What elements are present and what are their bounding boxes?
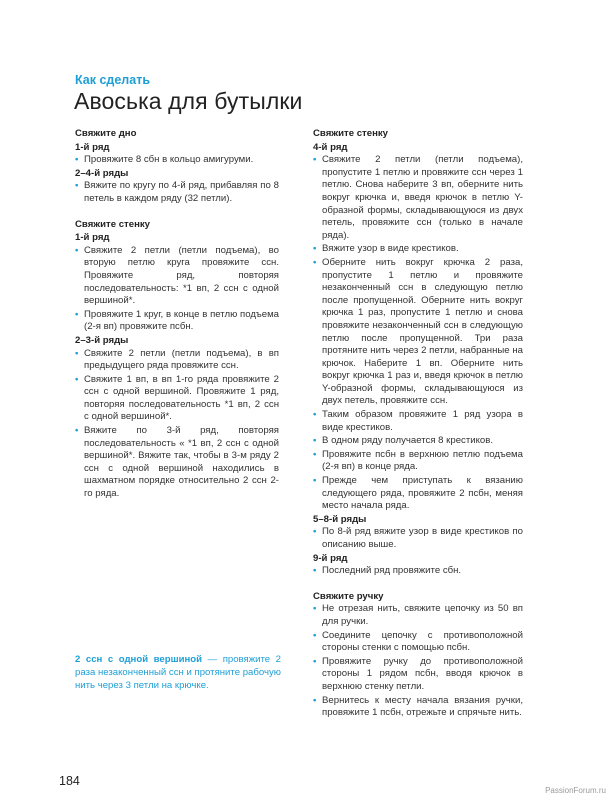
list-item bbox=[313, 695, 523, 720]
section-heading: Свяжите стенку bbox=[313, 128, 388, 139]
bullet-icon: • bbox=[313, 655, 317, 667]
list-item bbox=[313, 603, 523, 628]
list-item bbox=[313, 630, 523, 655]
list-item bbox=[313, 565, 523, 578]
bullet-list bbox=[75, 180, 279, 205]
list-item bbox=[313, 409, 523, 434]
bullet-icon: • bbox=[313, 243, 317, 255]
list-item-text: Провяжите 1 круг, в конце в петлю подъема (2-я вп) провяжите псбн. bbox=[84, 308, 279, 333]
list-item-text: Не отрезая нить, свяжите цепочку из 50 вп для ручки. bbox=[322, 603, 523, 627]
bullet-icon: • bbox=[313, 154, 317, 166]
bullet-list bbox=[313, 526, 523, 551]
list-item bbox=[313, 656, 523, 694]
list-item-text: Оберните нить вокруг крючка 2 раза, пропустите 1 петлю и провяжите незаконченный ссн в следующую петлю после пропущенной. Оберните нить вокруг крючка 1 раз, пропустите 1 петлю и снова провяжите незаконченный ссн в следующую петлю после пропущенной. Три раза протяните нить через 2 петли, набранные на крючок. Наберите 1 вп. Оберните нить вокруг крючка 1 раз и, введя крючок в петлю Y-образной формы, складывающуюся из двух петель, провяжите ссн. bbox=[322, 256, 523, 407]
row-heading: 2–3-й ряды bbox=[75, 334, 129, 346]
bullet-list bbox=[75, 154, 279, 167]
list-item bbox=[75, 348, 279, 373]
bullet-list bbox=[313, 565, 523, 578]
glossary-definition: — провяжите 2 раза незаконченный ссн и протяните рабочую нить через 3 петли на крючке. bbox=[75, 654, 282, 691]
list-item-text: Вяжите по кругу по 4-й ряд, прибавляя по 8 петель в каждом ряду (32 петли). bbox=[84, 180, 279, 204]
bullet-icon: • bbox=[313, 448, 317, 460]
bullet-icon: • bbox=[75, 308, 79, 320]
list-item bbox=[75, 425, 279, 501]
list-item bbox=[313, 526, 523, 551]
list-item-text: В одном ряду получается 8 крестиков. bbox=[322, 435, 493, 447]
list-item-text: Провяжите псбн в верхнюю петлю подъема (2-я вп) в конце ряда. bbox=[322, 448, 523, 473]
list-item bbox=[75, 154, 279, 167]
list-item bbox=[313, 435, 523, 448]
row-heading: 9-й ряд bbox=[313, 552, 348, 564]
list-item-text: Свяжите 2 петли (петли подъема), пропустите 1 петлю и провяжите ссн через 1 петлю. Снова наберите 3 вп, оберните нить вокруг крючка и, введя крючок в петлю Y-образной формы, складывающуюся из двух петель, провяжите ссн (только в начале ряда). bbox=[322, 154, 523, 241]
list-item bbox=[313, 257, 523, 408]
list-item-text: Свяжите 1 вп, в вп 1-го ряда провяжите 2 ссн с одной вершиной. Провяжите 1 ряд, повторяя последовательность *1 вп, 2 ссн с одной вершиной*. bbox=[84, 373, 279, 423]
bullet-icon: • bbox=[313, 694, 317, 706]
list-item-text: Таким образом провяжите 1 ряд узора в виде крестиков. bbox=[322, 409, 523, 433]
bullet-icon: • bbox=[75, 180, 79, 192]
list-item bbox=[75, 309, 279, 334]
glossary-term: 2 ссн с одной вершиной bbox=[75, 654, 203, 665]
list-item-text: Свяжите 2 петли (петли подъема), во вторую петлю круга провяжите ссн. Провяжите ряд, повторяя последовательность: *1 вп, 2 ссн с одной вершиной*. bbox=[84, 244, 279, 307]
section-kicker: Как сделать bbox=[75, 73, 150, 87]
list-item bbox=[313, 449, 523, 474]
list-item-text: Провяжите 8 сбн в кольцо амигуруми. bbox=[84, 154, 254, 166]
bullet-icon: • bbox=[75, 154, 79, 166]
bullet-list bbox=[313, 603, 523, 719]
watermark: PassionForum.ru bbox=[545, 786, 606, 795]
list-item bbox=[313, 154, 523, 242]
bullet-icon: • bbox=[313, 475, 317, 487]
list-item bbox=[75, 245, 279, 308]
bullet-icon: • bbox=[313, 603, 317, 615]
row-heading: 1-й ряд bbox=[75, 141, 110, 153]
bullet-icon: • bbox=[313, 435, 317, 447]
bullet-icon: • bbox=[313, 565, 317, 577]
page-title: Авоська для бутылки bbox=[74, 88, 303, 114]
bullet-icon: • bbox=[75, 244, 79, 256]
glossary-note bbox=[75, 653, 281, 692]
section-heading: Свяжите дно bbox=[75, 128, 137, 139]
list-item-text: Провяжите ручку до противоположной стороны 1 рядом псбн, вводя крючок в верхнюю стенку петли. bbox=[322, 655, 523, 692]
list-item-text: Вяжите узор в виде крестиков. bbox=[322, 243, 459, 255]
bullet-icon: • bbox=[75, 425, 79, 437]
list-item bbox=[75, 180, 279, 205]
bullet-list bbox=[313, 154, 523, 513]
bullet-icon: • bbox=[75, 373, 79, 385]
list-item-text: Вяжите по 3-й ряд, повторяя последовательность « *1 вп, 2 ссн с одной вершиной*. Вяжите так, чтобы в 3-м ряду 2 ссн с одной вершиной находились в шахматном порядке относительно 2 ссн 2-го ряда. bbox=[84, 425, 279, 500]
bullet-icon: • bbox=[313, 256, 317, 268]
left-column bbox=[75, 128, 279, 502]
list-item bbox=[313, 243, 523, 256]
list-item-text: Свяжите 2 петли (петли подъема), в вп предыдущего ряда провяжите ссн. bbox=[84, 347, 279, 372]
list-item-text: Последний ряд провяжите сбн. bbox=[322, 565, 462, 577]
bullet-icon: • bbox=[313, 629, 317, 641]
right-column bbox=[313, 128, 523, 721]
section-heading: Свяжите ручку bbox=[313, 590, 384, 602]
bullet-icon: • bbox=[313, 409, 317, 421]
row-heading: 5–8-й ряды bbox=[313, 513, 367, 525]
bullet-list bbox=[75, 245, 279, 334]
list-item-text: Прежде чем приступать к вязанию следующего ряда, провяжите 2 псбн, меняя место начала ряда. bbox=[322, 475, 523, 512]
bullet-list bbox=[75, 348, 279, 501]
row-heading: 4-й ряд bbox=[313, 141, 348, 153]
bullet-icon: • bbox=[313, 526, 317, 538]
list-item-text: Вернитесь к месту начала вязания ручки, провяжите 1 псбн, отрежьте и спрячьте нить. bbox=[322, 694, 523, 719]
section-heading: Свяжите стенку bbox=[75, 218, 150, 230]
list-item bbox=[75, 374, 279, 424]
bullet-icon: • bbox=[75, 347, 79, 359]
row-heading: 2–4-й ряды bbox=[75, 167, 129, 179]
list-item-text: Соедините цепочку с противоположной стороны стенки с помощью псбн. bbox=[322, 629, 523, 654]
page-number: 184 bbox=[59, 774, 80, 788]
row-heading: 1-й ряд bbox=[75, 232, 110, 244]
list-item bbox=[313, 475, 523, 513]
list-item-text: По 8-й ряд вяжите узор в виде крестиков по описанию выше. bbox=[322, 526, 523, 550]
